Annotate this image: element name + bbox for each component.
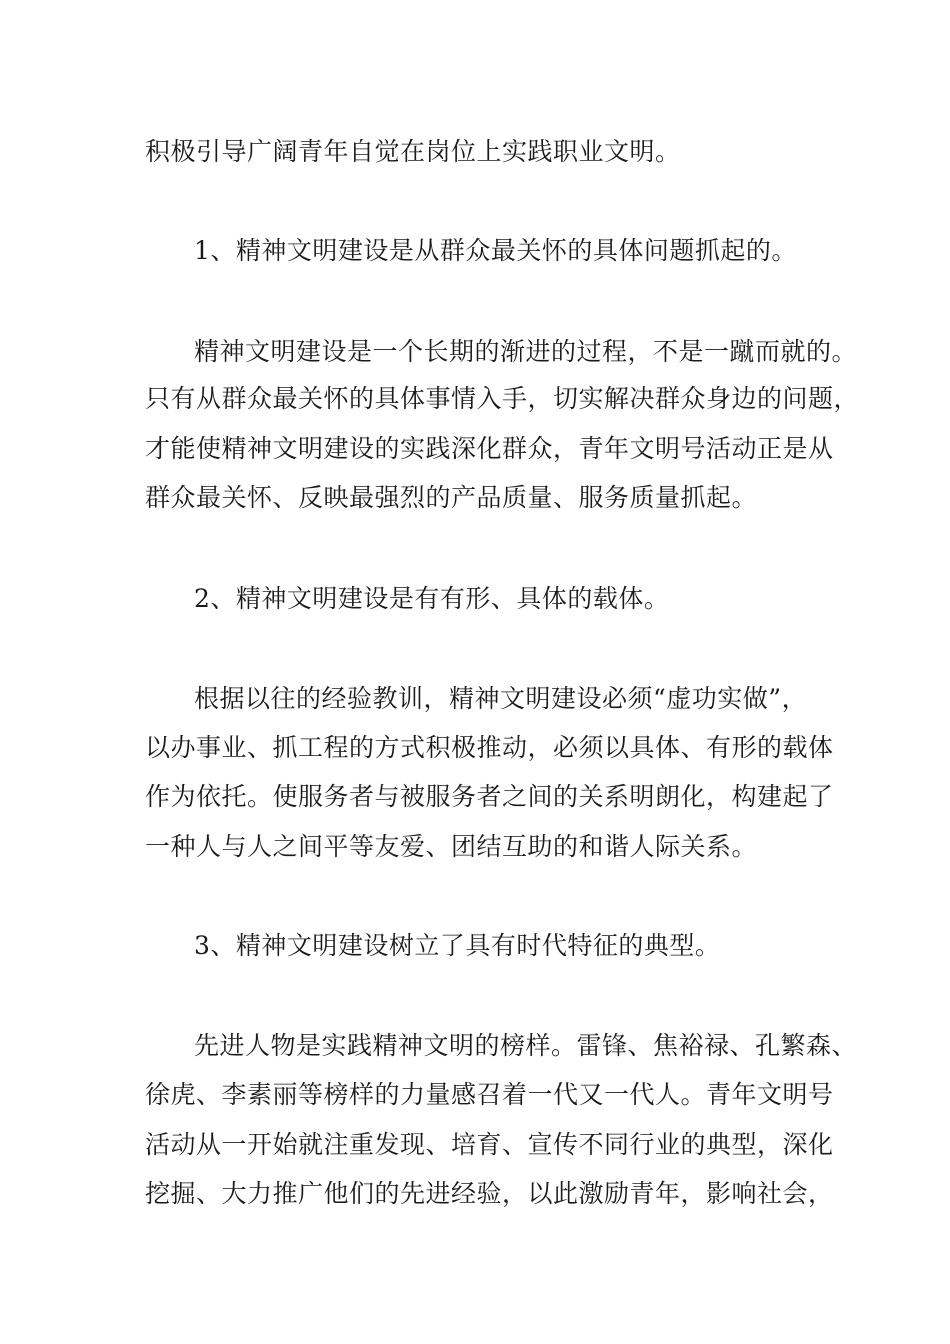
paragraph-line: 一种人与人之间平等友爱、团结互助的和谐人际关系。 (145, 832, 758, 861)
paragraph-line: 徐虎、李素丽等榜样的力量感召着一代又一代人。青年文明号 (145, 1080, 834, 1109)
paragraph-line: 先进人物是实践精神文明的榜样。雷锋、焦裕禄、孔繁森、 (194, 1031, 858, 1060)
section-heading-2: 2、精神文明建设是有有形、具体的载体。 (194, 584, 670, 613)
paragraph-line: 才能使精神文明建设的实践深化群众，青年文明号活动正是从 (145, 434, 834, 463)
paragraph-line: 以办事业、抓工程的方式积极推动，必须以具体、有形的载体 (145, 733, 834, 762)
paragraph-line: 根据以往的经验教训，精神文明建设必须“虚功实做”， (194, 684, 808, 713)
section-heading-1: 1、精神文明建设是从群众最关怀的具体问题抓起的。 (194, 236, 797, 265)
section-heading-3: 3、精神文明建设树立了具有时代特征的典型。 (194, 931, 721, 960)
paragraph-line: 群众最关怀、反映最强烈的产品质量、服务质量抓起。 (145, 483, 758, 512)
paragraph-line: 作为依托。使服务者与被服务者之间的关系明朗化，构建起了 (145, 782, 834, 811)
paragraph-line: 活动从一开始就注重发现、培育、宣传不同行业的典型，深化 (145, 1130, 834, 1159)
paragraph-line: 积极引导广阔青年自觉在岗位上实践职业文明。 (145, 137, 681, 166)
paragraph-line: 精神文明建设是一个长期的渐进的过程，不是一蹴而就的。 (194, 337, 858, 366)
paragraph-line: 只有从群众最关怀的具体事情入手，切实解决群众身边的问题， (145, 384, 860, 413)
paragraph-line: 挖掘、大力推广他们的先进经验，以此激励青年，影响社会， (145, 1179, 834, 1208)
